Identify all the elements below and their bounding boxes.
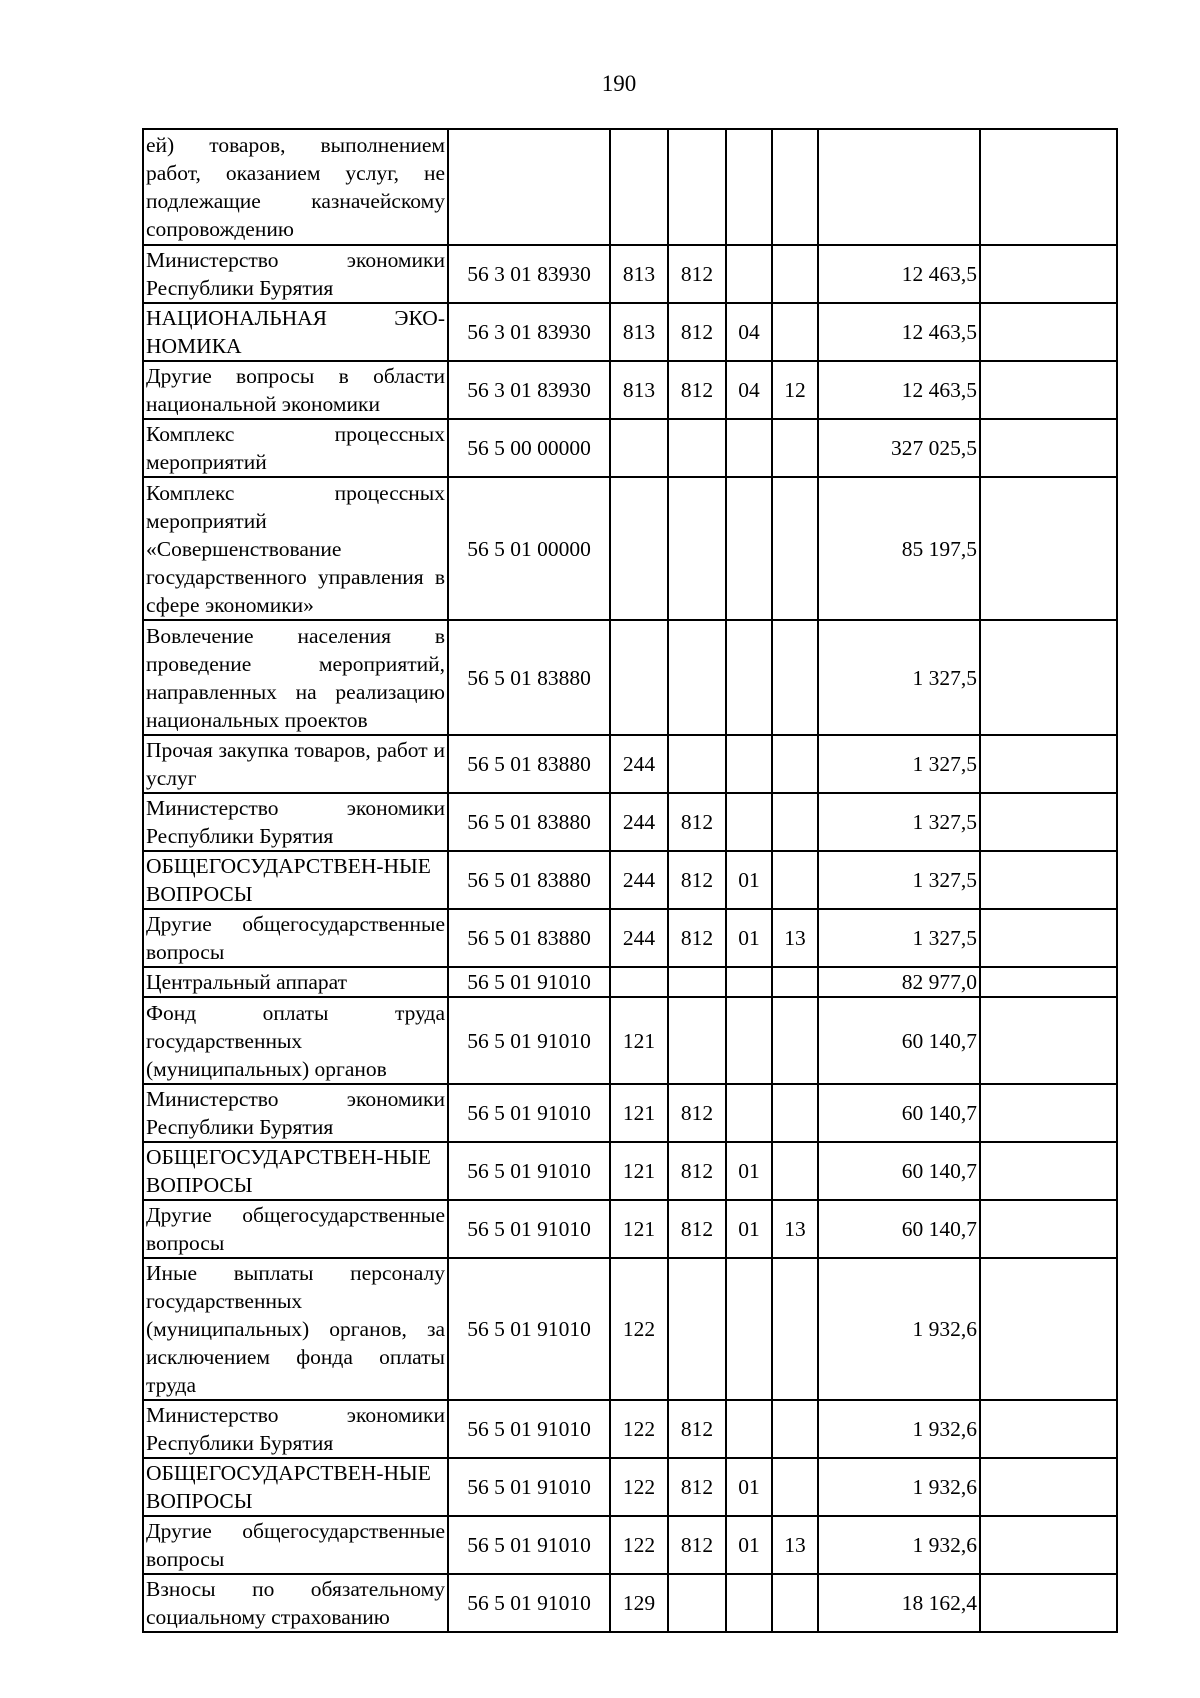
row-subsection — [772, 477, 818, 620]
row-ministry-code: 812 — [668, 361, 726, 419]
row-amount: 60 140,7 — [818, 997, 980, 1084]
row-expense-type: 122 — [610, 1458, 668, 1516]
row-target-code: 56 5 01 83880 — [448, 851, 610, 909]
row-amount: 82 977,0 — [818, 967, 980, 997]
row-ministry-code — [668, 997, 726, 1084]
row-name: ОБЩЕГОСУДАРСТВЕН-НЫЕ ВОПРОСЫ — [143, 1458, 448, 1516]
row-amount: 60 140,7 — [818, 1200, 980, 1258]
row-expense-type: 121 — [610, 1142, 668, 1200]
row-name: Министерство экономики Республики Бурятия — [143, 245, 448, 303]
row-subsection — [772, 735, 818, 793]
table-row — [143, 303, 1117, 361]
table-row — [143, 735, 1117, 793]
row-ministry-code: 812 — [668, 1516, 726, 1574]
row-subsection — [772, 1574, 818, 1632]
row-section: 01 — [726, 851, 772, 909]
row-section — [726, 1258, 772, 1400]
row-subsection — [772, 1258, 818, 1400]
row-section — [726, 129, 772, 245]
row-section: 01 — [726, 909, 772, 967]
row-target-code: 56 5 01 91010 — [448, 1258, 610, 1400]
row-expense-type — [610, 967, 668, 997]
row-ministry-code: 812 — [668, 1084, 726, 1142]
row-subsection — [772, 1400, 818, 1458]
row-name: Министерство экономики Республики Бурятия — [143, 1084, 448, 1142]
row-name: ОБЩЕГОСУДАРСТВЕН-НЫЕ ВОПРОСЫ — [143, 851, 448, 909]
row-ministry-code — [668, 477, 726, 620]
row-expense-type: 122 — [610, 1258, 668, 1400]
row-name: Прочая закупка товаров, работ и услуг — [143, 735, 448, 793]
row-section: 04 — [726, 361, 772, 419]
row-target-code: 56 5 01 83880 — [448, 735, 610, 793]
row-empty-cell — [980, 1258, 1117, 1400]
row-subsection — [772, 793, 818, 851]
row-expense-type — [610, 129, 668, 245]
row-empty-cell — [980, 735, 1117, 793]
row-empty-cell — [980, 909, 1117, 967]
row-expense-type: 121 — [610, 1200, 668, 1258]
row-expense-type: 129 — [610, 1574, 668, 1632]
row-subsection — [772, 129, 818, 245]
table-row — [143, 129, 1117, 245]
row-ministry-code — [668, 735, 726, 793]
row-ministry-code: 812 — [668, 245, 726, 303]
row-subsection: 13 — [772, 1200, 818, 1258]
row-target-code — [448, 129, 610, 245]
row-name: Другие общегосударственные вопросы — [143, 1516, 448, 1574]
row-ministry-code: 812 — [668, 1200, 726, 1258]
row-amount: 1 327,5 — [818, 735, 980, 793]
row-subsection — [772, 303, 818, 361]
row-ministry-code — [668, 129, 726, 245]
row-empty-cell — [980, 245, 1117, 303]
row-amount: 12 463,5 — [818, 361, 980, 419]
row-empty-cell — [980, 129, 1117, 245]
row-section — [726, 419, 772, 477]
row-name: Другие вопросы в области национальной экономики — [143, 361, 448, 419]
row-subsection: 12 — [772, 361, 818, 419]
row-ministry-code — [668, 620, 726, 735]
row-section — [726, 1084, 772, 1142]
row-name: ОБЩЕГОСУДАРСТВЕН-НЫЕ ВОПРОСЫ — [143, 1142, 448, 1200]
table-row — [143, 361, 1117, 419]
row-expense-type: 122 — [610, 1400, 668, 1458]
row-ministry-code: 812 — [668, 909, 726, 967]
row-ministry-code — [668, 1258, 726, 1400]
table-row — [143, 967, 1117, 997]
table-row — [143, 1516, 1117, 1574]
row-expense-type: 244 — [610, 793, 668, 851]
row-amount: 60 140,7 — [818, 1142, 980, 1200]
row-target-code: 56 5 01 91010 — [448, 1458, 610, 1516]
row-name: Центральный аппарат — [143, 967, 448, 997]
row-target-code: 56 5 00 00000 — [448, 419, 610, 477]
row-name: Другие общегосударственные вопросы — [143, 1200, 448, 1258]
row-name: Фонд оплаты труда государственных (муниципальных) органов — [143, 997, 448, 1084]
row-ministry-code: 812 — [668, 851, 726, 909]
row-ministry-code — [668, 1574, 726, 1632]
row-expense-type: 813 — [610, 303, 668, 361]
row-empty-cell — [980, 1084, 1117, 1142]
row-section — [726, 967, 772, 997]
row-empty-cell — [980, 997, 1117, 1084]
row-section — [726, 735, 772, 793]
row-section — [726, 793, 772, 851]
row-name: Вовлечение населения в проведение мероприятий, направленных на реализацию национальных проектов — [143, 620, 448, 735]
row-name: Взносы по обязательному социальному страхованию — [143, 1574, 448, 1632]
row-amount: 1 932,6 — [818, 1458, 980, 1516]
row-target-code: 56 5 01 83880 — [448, 793, 610, 851]
row-amount: 327 025,5 — [818, 419, 980, 477]
row-target-code: 56 5 01 91010 — [448, 997, 610, 1084]
table-row — [143, 1142, 1117, 1200]
row-section: 01 — [726, 1200, 772, 1258]
row-expense-type — [610, 477, 668, 620]
row-empty-cell — [980, 477, 1117, 620]
row-name: Министерство экономики Республики Бурятия — [143, 1400, 448, 1458]
table-row — [143, 1084, 1117, 1142]
table-row — [143, 851, 1117, 909]
row-target-code: 56 3 01 83930 — [448, 303, 610, 361]
row-target-code: 56 5 01 91010 — [448, 1400, 610, 1458]
table-row — [143, 1258, 1117, 1400]
row-section: 01 — [726, 1516, 772, 1574]
row-section: 01 — [726, 1458, 772, 1516]
table-row — [143, 1574, 1117, 1632]
row-amount: 18 162,4 — [818, 1574, 980, 1632]
row-amount: 1 932,6 — [818, 1258, 980, 1400]
row-target-code: 56 5 01 91010 — [448, 1574, 610, 1632]
row-target-code: 56 3 01 83930 — [448, 245, 610, 303]
row-target-code: 56 5 01 91010 — [448, 1200, 610, 1258]
row-amount: 1 327,5 — [818, 793, 980, 851]
row-expense-type: 813 — [610, 361, 668, 419]
row-amount: 12 463,5 — [818, 245, 980, 303]
row-empty-cell — [980, 1574, 1117, 1632]
table-row — [143, 793, 1117, 851]
row-empty-cell — [980, 1200, 1117, 1258]
row-expense-type: 244 — [610, 735, 668, 793]
row-subsection — [772, 1458, 818, 1516]
row-amount: 1 327,5 — [818, 620, 980, 735]
row-target-code: 56 5 01 91010 — [448, 1516, 610, 1574]
row-expense-type: 121 — [610, 997, 668, 1084]
row-amount: 1 327,5 — [818, 851, 980, 909]
table-row — [143, 245, 1117, 303]
row-expense-type — [610, 419, 668, 477]
row-empty-cell — [980, 361, 1117, 419]
row-empty-cell — [980, 620, 1117, 735]
row-amount: 1 932,6 — [818, 1516, 980, 1574]
row-name: Комплекс процессных мероприятий — [143, 419, 448, 477]
table-row — [143, 1200, 1117, 1258]
row-subsection — [772, 997, 818, 1084]
row-target-code: 56 5 01 91010 — [448, 967, 610, 997]
row-subsection — [772, 245, 818, 303]
row-ministry-code: 812 — [668, 303, 726, 361]
row-expense-type: 813 — [610, 245, 668, 303]
row-amount: 1 327,5 — [818, 909, 980, 967]
row-target-code: 56 5 01 83880 — [448, 909, 610, 967]
row-empty-cell — [980, 967, 1117, 997]
row-expense-type: 244 — [610, 851, 668, 909]
row-ministry-code: 812 — [668, 1458, 726, 1516]
row-section — [726, 997, 772, 1084]
row-subsection — [772, 851, 818, 909]
budget-table — [142, 128, 1118, 1633]
row-amount: 12 463,5 — [818, 303, 980, 361]
row-expense-type: 122 — [610, 1516, 668, 1574]
row-name: Комплекс процессных мероприятий «Совершенствование государственного управления в сфере экономики» — [143, 477, 448, 620]
row-empty-cell — [980, 793, 1117, 851]
row-target-code: 56 5 01 91010 — [448, 1142, 610, 1200]
row-subsection — [772, 419, 818, 477]
row-target-code: 56 3 01 83930 — [448, 361, 610, 419]
row-section — [726, 620, 772, 735]
row-ministry-code — [668, 967, 726, 997]
row-empty-cell — [980, 1142, 1117, 1200]
row-section — [726, 245, 772, 303]
row-subsection — [772, 1142, 818, 1200]
row-empty-cell — [980, 1516, 1117, 1574]
row-section: 01 — [726, 1142, 772, 1200]
page-number: 190 — [601, 71, 637, 96]
row-empty-cell — [980, 1458, 1117, 1516]
row-empty-cell — [980, 1400, 1117, 1458]
row-target-code: 56 5 01 00000 — [448, 477, 610, 620]
row-amount: 60 140,7 — [818, 1084, 980, 1142]
table-row — [143, 477, 1117, 620]
row-expense-type: 244 — [610, 909, 668, 967]
row-section — [726, 477, 772, 620]
row-subsection — [772, 967, 818, 997]
row-name: Иные выплаты персоналу государственных (муниципальных) органов, за исключением фонда оплаты труда — [143, 1258, 448, 1400]
table-row — [143, 419, 1117, 477]
table-row — [143, 909, 1117, 967]
table-row — [143, 997, 1117, 1084]
row-amount: 85 197,5 — [818, 477, 980, 620]
row-subsection — [772, 1084, 818, 1142]
row-section: 04 — [726, 303, 772, 361]
table-row — [143, 1458, 1117, 1516]
row-expense-type: 121 — [610, 1084, 668, 1142]
table-body — [143, 129, 1117, 1632]
row-name: Другие общегосударственные вопросы — [143, 909, 448, 967]
row-expense-type — [610, 620, 668, 735]
row-ministry-code: 812 — [668, 1400, 726, 1458]
table-row — [143, 620, 1117, 735]
row-empty-cell — [980, 419, 1117, 477]
row-subsection — [772, 620, 818, 735]
row-subsection: 13 — [772, 1516, 818, 1574]
row-name: Министерство экономики Республики Бурятия — [143, 793, 448, 851]
table-row — [143, 1400, 1117, 1458]
row-amount — [818, 129, 980, 245]
row-name: НАЦИОНАЛЬНАЯ ЭКО-НОМИКА — [143, 303, 448, 361]
row-name: ей) товаров, выполнением работ, оказанием услуг, не подлежащие казначейскому сопровождению — [143, 129, 448, 245]
row-section — [726, 1574, 772, 1632]
row-empty-cell — [980, 303, 1117, 361]
row-ministry-code — [668, 419, 726, 477]
row-amount: 1 932,6 — [818, 1400, 980, 1458]
row-target-code: 56 5 01 91010 — [448, 1084, 610, 1142]
row-target-code: 56 5 01 83880 — [448, 620, 610, 735]
row-ministry-code: 812 — [668, 793, 726, 851]
row-empty-cell — [980, 851, 1117, 909]
row-section — [726, 1400, 772, 1458]
row-subsection: 13 — [772, 909, 818, 967]
row-ministry-code: 812 — [668, 1142, 726, 1200]
